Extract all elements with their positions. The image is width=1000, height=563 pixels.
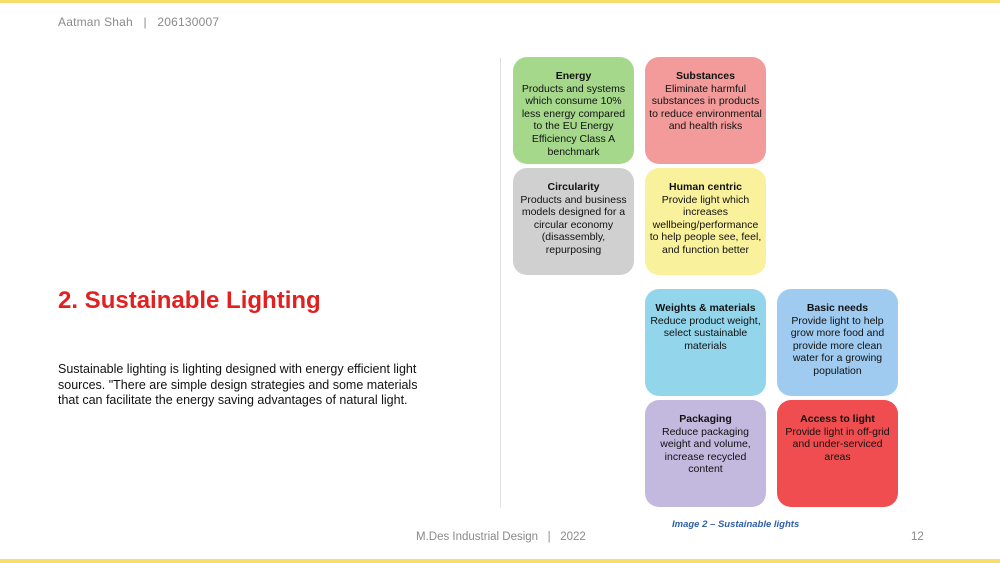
top-accent-bar <box>0 0 1000 3</box>
card-text: Products and systems which consume 10% less energy compared to the EU Energy Efficiency Class A benchmark <box>521 82 626 158</box>
card-title: Weights & materials <box>655 302 756 314</box>
card-circularity <box>513 168 634 275</box>
card-basic-needs <box>777 289 898 396</box>
card-text: Eliminate harmful substances in products to reduce environmental and health risks <box>649 82 762 133</box>
card-text: Provide light to help grow more food and provide more clean water for a growing population <box>790 314 885 377</box>
card-title: Human centric <box>669 181 742 193</box>
card-substances <box>645 57 766 164</box>
footer-text: M.Des Industrial Design | 2022 <box>416 531 586 543</box>
vertical-divider <box>500 58 501 508</box>
header-author: Aatman Shah | 206130007 <box>58 15 220 29</box>
card-packaging <box>645 400 766 507</box>
card-human-centric <box>645 168 766 275</box>
card-text: Provide light which increases wellbeing/performance to help people see, feel, and function better <box>649 193 762 256</box>
card-title: Basic needs <box>806 302 869 314</box>
slide-title: 2. Sustainable Lighting <box>58 287 321 314</box>
bottom-accent-bar <box>0 559 1000 563</box>
slide-body-text: Sustainable lighting is lighting designed with energy efficient light sources. "There are simple design strategies and some materials that can facilitate the energy saving advantages of natural light. <box>58 362 418 407</box>
card-text: Provide light in off-grid and under-serviced areas <box>785 425 890 463</box>
card-text: Products and business models designed for a circular economy (disassembly, repurposing <box>520 193 627 256</box>
card-text: Reduce packaging weight and volume, increase recycled content <box>660 425 751 476</box>
card-access-to-light <box>777 400 898 507</box>
card-title: Access to light <box>800 413 875 425</box>
page-number: 12 <box>911 531 924 543</box>
card-weights-materials <box>645 289 766 396</box>
image-caption: Image 2 – Sustainable lights <box>672 519 800 530</box>
card-energy <box>513 57 634 164</box>
card-title: Substances <box>676 70 735 82</box>
card-title: Circularity <box>547 181 600 193</box>
card-title: Packaging <box>679 413 732 425</box>
card-text: Reduce product weight, select sustainable materials <box>650 314 761 352</box>
card-title: Energy <box>555 70 592 82</box>
